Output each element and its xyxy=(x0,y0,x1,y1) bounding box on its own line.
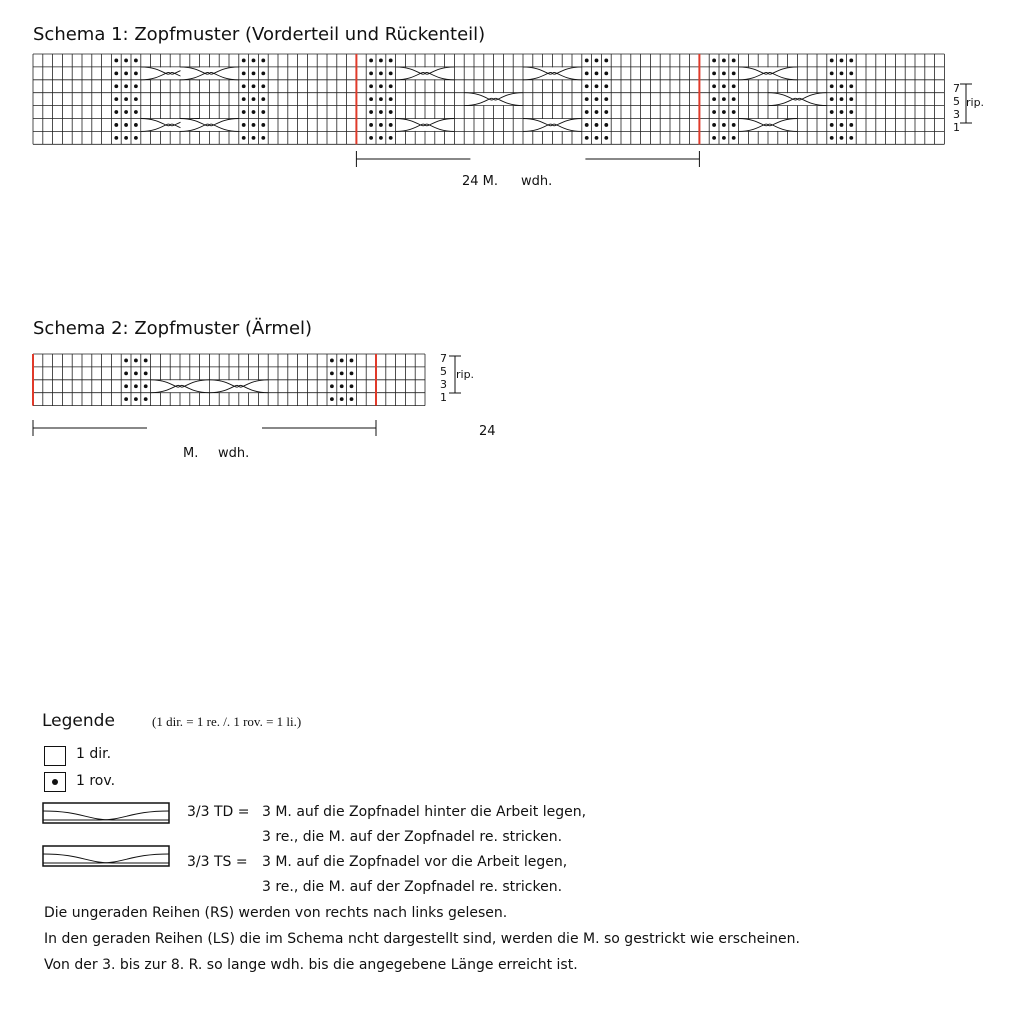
schema1-title: Schema 1: Zopfmuster (Vorderteil und Rückenteil) xyxy=(33,24,486,45)
schema2-title: Schema 2: Zopfmuster (Ärmel) xyxy=(33,318,313,339)
schema2-purl-dot xyxy=(124,371,128,375)
legend-ts-line2: 3 re., die M. auf der Zopfnadel re. stricken. xyxy=(262,879,563,895)
schema1-purl-dot xyxy=(585,84,589,88)
schema1-purl-dot xyxy=(379,84,383,88)
schema1-purl-dot xyxy=(722,84,726,88)
schema1-purl-dot xyxy=(732,123,736,127)
schema2-repeat-count: 24 xyxy=(479,424,496,439)
schema1-repeat-count: 24 M. xyxy=(462,174,499,189)
schema1-purl-dot xyxy=(849,110,853,114)
schema1-purl-dot xyxy=(369,123,373,127)
schema1-purl-dot xyxy=(849,84,853,88)
schema1-purl-dot xyxy=(595,110,599,114)
schema1-purl-dot xyxy=(585,123,589,127)
schema1-purl-dot xyxy=(722,110,726,114)
schema1-purl-dot xyxy=(712,136,716,140)
schema1-purl-dot xyxy=(389,84,393,88)
schema2-purl-dot xyxy=(134,397,138,401)
schema1-purl-dot xyxy=(604,123,608,127)
schema1-purl-dot xyxy=(585,110,589,114)
schema2-purl-dot xyxy=(350,359,354,363)
schema2-row-7: 7 xyxy=(440,352,447,365)
schema1-purl-dot xyxy=(124,84,128,88)
schema1-purl-dot xyxy=(604,59,608,63)
schema2-purl-dot xyxy=(330,384,334,388)
schema1-purl-dot xyxy=(604,84,608,88)
schema1-purl-dot xyxy=(712,59,716,63)
schema2-purl-dot xyxy=(144,384,148,388)
schema1-purl-dot xyxy=(252,123,256,127)
schema1-purl-dot xyxy=(604,110,608,114)
schema1-purl-dot xyxy=(849,97,853,101)
schema1-purl-dot xyxy=(389,123,393,127)
schema1-purl-dot xyxy=(261,84,265,88)
schema1-purl-dot xyxy=(242,97,246,101)
schema1-purl-dot xyxy=(114,110,118,114)
schema2-purl-dot xyxy=(124,359,128,363)
schema1-purl-dot xyxy=(134,123,138,127)
schema2-purl-dot xyxy=(340,371,344,375)
schema1-purl-dot xyxy=(261,136,265,140)
schema1-purl-dot xyxy=(849,71,853,75)
schema1-purl-dot xyxy=(712,97,716,101)
schema1-purl-dot xyxy=(379,71,383,75)
schema1-purl-dot xyxy=(379,110,383,114)
schema1-row-7: 7 xyxy=(953,82,960,95)
schema2-purl-dot xyxy=(144,397,148,401)
schema1-purl-dot xyxy=(134,97,138,101)
schema2-purl-dot xyxy=(350,384,354,388)
schema1-purl-dot xyxy=(134,136,138,140)
schema2-row-5: 5 xyxy=(440,365,447,378)
schema1-purl-dot xyxy=(369,71,373,75)
knit-symbol-swatch xyxy=(44,746,66,766)
legend-td-line2: 3 re., die M. auf der Zopfnadel re. stricken. xyxy=(262,829,563,845)
schema1-purl-dot xyxy=(369,59,373,63)
schema2-repeat-word: wdh. xyxy=(218,446,250,461)
schema1-purl-dot xyxy=(849,123,853,127)
schema1-purl-dot xyxy=(242,71,246,75)
schema1-purl-dot xyxy=(732,110,736,114)
schema1-purl-dot xyxy=(849,59,853,63)
schema1-purl-dot xyxy=(722,123,726,127)
legend-td-label: 3/3 TD = xyxy=(187,804,250,820)
schema1-purl-dot xyxy=(712,84,716,88)
schema1-purl-dot xyxy=(242,59,246,63)
schema2-purl-dot xyxy=(134,359,138,363)
schema1-purl-dot xyxy=(134,84,138,88)
schema1-purl-dot xyxy=(585,136,589,140)
schema1-purl-dot xyxy=(840,71,844,75)
schema1-row-1: 1 xyxy=(953,121,960,134)
schema1-purl-dot xyxy=(369,136,373,140)
schema1-purl-dot xyxy=(595,123,599,127)
schema1-row-5: 5 xyxy=(953,95,960,108)
schema1-purl-dot xyxy=(261,97,265,101)
schema1-purl-dot xyxy=(849,136,853,140)
schema1-purl-dot xyxy=(389,71,393,75)
schema1-purl-dot xyxy=(830,59,834,63)
schema2-row-1: 1 xyxy=(440,391,447,404)
schema2-purl-dot xyxy=(330,371,334,375)
schema1-purl-dot xyxy=(722,97,726,101)
schema1-purl-dot xyxy=(134,71,138,75)
legend-note3: Von der 3. bis zur 8. R. so lange wdh. bis die angegebene Länge erreicht ist. xyxy=(44,957,578,973)
schema1-purl-dot xyxy=(114,71,118,75)
schema1-purl-dot xyxy=(252,84,256,88)
schema1-purl-dot xyxy=(732,97,736,101)
purl-symbol-swatch xyxy=(44,772,66,792)
schema1-purl-dot xyxy=(252,71,256,75)
schema1-purl-dot xyxy=(261,110,265,114)
schema1-purl-dot xyxy=(124,97,128,101)
schema1-purl-dot xyxy=(722,59,726,63)
legend-title: Legende xyxy=(42,711,115,731)
schema1-purl-dot xyxy=(585,97,589,101)
schema1-purl-dot xyxy=(585,59,589,63)
schema1-purl-dot xyxy=(242,136,246,140)
schema2-purl-dot xyxy=(330,397,334,401)
schema2-purl-dot xyxy=(134,371,138,375)
schema1-purl-dot xyxy=(242,123,246,127)
schema1-purl-dot xyxy=(124,59,128,63)
schema1-purl-dot xyxy=(252,59,256,63)
schema1-purl-dot xyxy=(242,110,246,114)
schema1-purl-dot xyxy=(830,110,834,114)
schema2-purl-dot xyxy=(350,397,354,401)
legend-knit-label: 1 dir. xyxy=(76,746,112,762)
schema1-purl-dot xyxy=(840,84,844,88)
schema1-purl-dot xyxy=(840,97,844,101)
schema1-purl-dot xyxy=(830,97,834,101)
schema2-purl-dot xyxy=(330,359,334,363)
schema1-purl-dot xyxy=(261,59,265,63)
schema1-purl-dot xyxy=(252,110,256,114)
schema1-purl-dot xyxy=(732,71,736,75)
schema1-purl-dot xyxy=(595,84,599,88)
schema1-purl-dot xyxy=(732,59,736,63)
schema1-rip-label: rip. xyxy=(966,96,985,109)
schema1-purl-dot xyxy=(604,97,608,101)
schema2-purl-dot xyxy=(144,359,148,363)
legend-note2: In den geraden Reihen (LS) die im Schema ncht dargestellt sind, werden die M. so gestrickt wie erscheinen. xyxy=(44,931,800,947)
schema1-purl-dot xyxy=(389,97,393,101)
schema1-row-3: 3 xyxy=(953,108,960,121)
schema1-purl-dot xyxy=(261,71,265,75)
schema1-purl-dot xyxy=(114,97,118,101)
schema1-purl-dot xyxy=(712,123,716,127)
schema1-purl-dot xyxy=(830,123,834,127)
schema1-purl-dot xyxy=(369,110,373,114)
legend-ts-label: 3/3 TS = xyxy=(187,854,248,870)
schema1-purl-dot xyxy=(830,136,834,140)
legend-note: (1 dir. = 1 re. /. 1 rov. = 1 li.) xyxy=(152,714,302,729)
schema1-purl-dot xyxy=(595,136,599,140)
schema1-purl-dot xyxy=(114,84,118,88)
schema1-purl-dot xyxy=(379,59,383,63)
schema1-purl-dot xyxy=(722,71,726,75)
schema1-purl-dot xyxy=(830,71,834,75)
schema2-row-3: 3 xyxy=(440,378,447,391)
legend-note1: Die ungeraden Reihen (RS) werden von rechts nach links gelesen. xyxy=(44,905,508,921)
schema1-purl-dot xyxy=(379,136,383,140)
legend-ts-line1: 3 M. auf die Zopfnadel vor die Arbeit legen, xyxy=(262,854,568,870)
schema1-purl-dot xyxy=(712,71,716,75)
schema1-repeat-word: wdh. xyxy=(521,174,553,189)
schema2-purl-dot xyxy=(340,359,344,363)
purl-dot-icon xyxy=(52,779,58,785)
schema1-purl-dot xyxy=(604,136,608,140)
schema1-purl-dot xyxy=(604,71,608,75)
schema2-purl-dot xyxy=(124,397,128,401)
schema1-purl-dot xyxy=(840,123,844,127)
schema2-rip-label: rip. xyxy=(456,368,475,381)
schema1-purl-dot xyxy=(369,97,373,101)
schema1-purl-dot xyxy=(134,59,138,63)
schema1-purl-dot xyxy=(840,110,844,114)
schema1-purl-dot xyxy=(134,110,138,114)
schema1-purl-dot xyxy=(712,110,716,114)
schema2-repeat-m: M. xyxy=(183,446,199,461)
schema1-purl-dot xyxy=(840,59,844,63)
schema1-purl-dot xyxy=(722,136,726,140)
schema1-purl-dot xyxy=(114,136,118,140)
schema1-purl-dot xyxy=(124,110,128,114)
schema1-purl-dot xyxy=(242,84,246,88)
schema1-purl-dot xyxy=(732,84,736,88)
schema1-purl-dot xyxy=(595,59,599,63)
schema1-purl-dot xyxy=(389,136,393,140)
schema1-purl-dot xyxy=(252,97,256,101)
schema1-purl-dot xyxy=(840,136,844,140)
schema1-purl-dot xyxy=(379,123,383,127)
schema2-purl-dot xyxy=(350,371,354,375)
schema1-purl-dot xyxy=(389,110,393,114)
schema1-purl-dot xyxy=(595,97,599,101)
schema1-purl-dot xyxy=(732,136,736,140)
legend-purl-label: 1 rov. xyxy=(76,773,116,789)
schema2-purl-dot xyxy=(134,384,138,388)
schema1-purl-dot xyxy=(252,136,256,140)
schema1-purl-dot xyxy=(585,71,589,75)
schema1-purl-dot xyxy=(261,123,265,127)
schema1-purl-dot xyxy=(124,71,128,75)
schema1-purl-dot xyxy=(830,84,834,88)
schema1-purl-dot xyxy=(389,59,393,63)
schema2-purl-dot xyxy=(144,371,148,375)
schema1-purl-dot xyxy=(369,84,373,88)
schema2-purl-dot xyxy=(124,384,128,388)
schema1-purl-dot xyxy=(114,123,118,127)
legend-td-line1: 3 M. auf die Zopfnadel hinter die Arbeit legen, xyxy=(262,804,587,820)
schema2-purl-dot xyxy=(340,397,344,401)
schema1-purl-dot xyxy=(114,59,118,63)
schema2-purl-dot xyxy=(340,384,344,388)
schema1-purl-dot xyxy=(124,123,128,127)
schema1-purl-dot xyxy=(595,71,599,75)
schema1-purl-dot xyxy=(379,97,383,101)
schema1-purl-dot xyxy=(124,136,128,140)
